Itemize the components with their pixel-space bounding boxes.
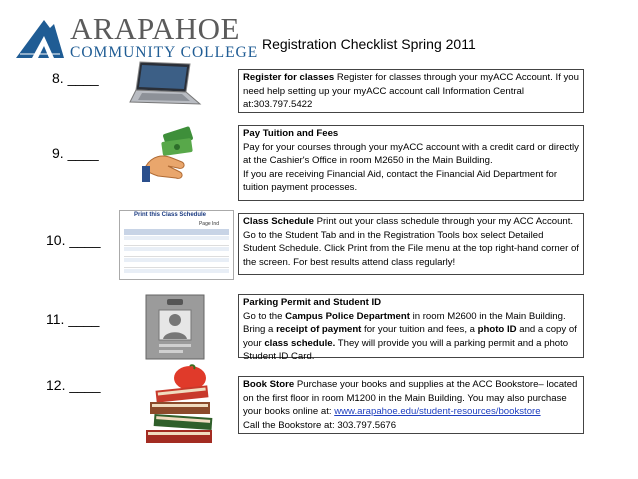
item-text: Register for classes through your myACC Account. If you need help setting up your myACC account call Information Central at:303.797.5422 — [243, 72, 579, 110]
item-number: 11. ____ — [46, 311, 100, 327]
item-text-5: They will provide you will a parking permit and a photo Student ID Card. — [243, 337, 569, 362]
logo-name: ARAPAHOE — [70, 11, 240, 46]
logo-subtitle: COMMUNITY COLLEGE — [70, 44, 259, 61]
laptop-icon — [126, 60, 202, 108]
college-logo — [14, 11, 259, 61]
item-bold-receipt: receipt of payment — [276, 324, 362, 335]
item-text-phone: Call the Bookstore at: 303.797.5676 — [243, 419, 397, 431]
item-bold-police: Campus Police Department — [285, 310, 410, 322]
mountain-logo-icon — [14, 14, 66, 60]
item-text-financial-aid: If you are receiving Financial Aid, contact the Financial Aid Department for tuition payment processes. — [243, 168, 558, 193]
item-text-1: Go to the — [243, 310, 286, 322]
money-hand-icon — [142, 126, 198, 184]
item-text: Print out your class schedule through your my ACC Account. Go to the Student Tab and in the Registration Tools box select Detailed Student Schedule. Click Print from the File menu at the top right-hand corner of the screen. For best results attend class regularly! — [243, 216, 579, 268]
checklist-item-parking-permit — [238, 294, 584, 362]
book-stack-icon — [138, 364, 224, 446]
item-heading: Parking Permit and Student ID — [243, 297, 382, 308]
item-text: Pay for your courses through your myACC account with a credit card or directly at the Cashier's Office in room M2650 in the Main Building. — [243, 141, 579, 166]
class-schedule-thumbnail — [119, 210, 234, 280]
thumbnail-subtitle: Page Ind — [198, 221, 219, 227]
page-title: Registration Checklist Spring 2011 — [262, 36, 476, 52]
item-heading: Class Schedule — [243, 216, 314, 227]
id-badge-icon — [145, 294, 205, 360]
bookstore-link[interactable]: www.arapahoe.edu/student-resources/bookstore — [334, 406, 541, 417]
item-text: Purchase your books and supplies at the ACC Bookstore– located on the first floor in room M1200 in the Main Building. You may also purchase your books online at: — [243, 379, 578, 417]
item-text-3: for your tuition and fees, a — [361, 324, 478, 335]
item-bold-schedule: class schedule. — [264, 337, 336, 349]
item-heading: Register for classes — [243, 72, 335, 83]
item-bold-photo-id: photo ID — [477, 324, 517, 335]
thumbnail-title: Print this Class Schedule — [134, 212, 207, 218]
checklist-item-book-store — [238, 376, 584, 434]
checklist-item-pay-tuition — [238, 125, 584, 201]
item-heading: Pay Tuition and Fees — [243, 128, 339, 139]
item-text-4: and a copy of your — [243, 324, 577, 349]
item-number: 10. ____ — [46, 232, 101, 248]
checklist-item-register — [238, 69, 584, 113]
item-text-2: in room M2600 in the Main Building. Bring a — [243, 310, 566, 335]
item-number: 12. ____ — [46, 377, 101, 393]
item-heading: Book Store — [243, 379, 295, 390]
checklist-item-class-schedule — [238, 213, 584, 275]
item-number: 8. ____ — [52, 70, 99, 86]
item-number: 9. ____ — [52, 145, 99, 161]
